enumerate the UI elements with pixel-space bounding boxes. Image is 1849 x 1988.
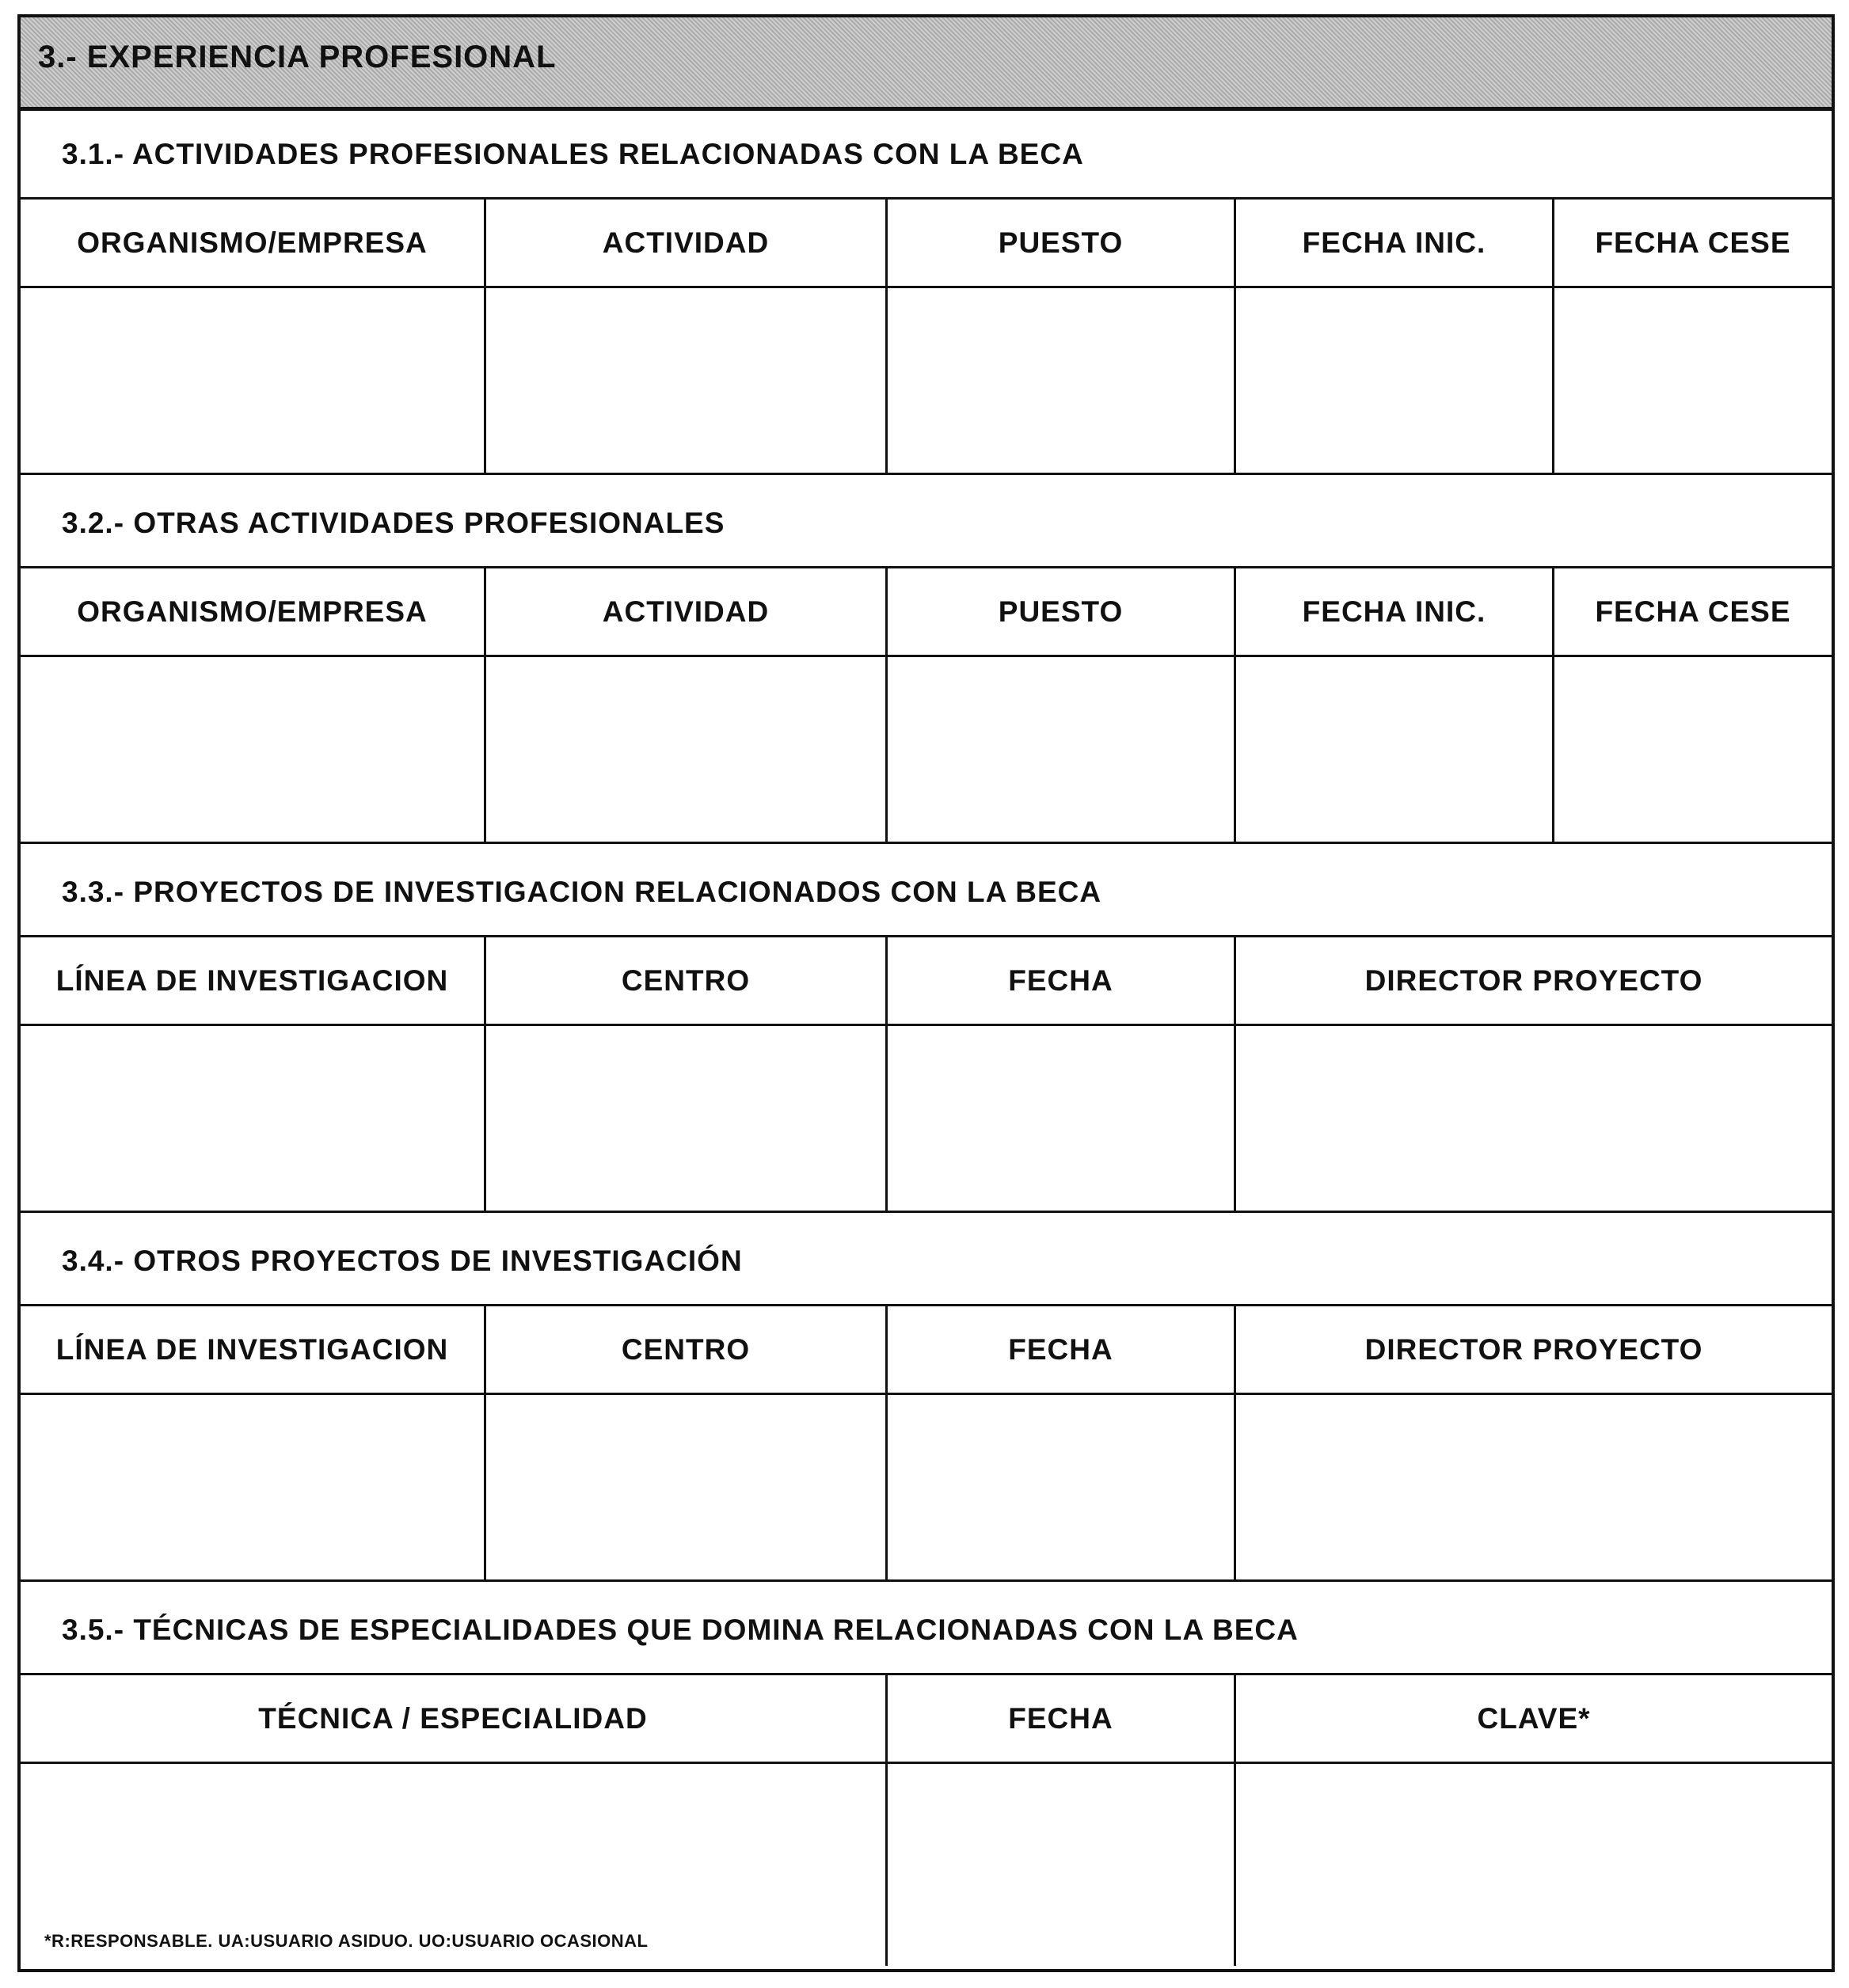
column-header: FECHA [888, 1675, 1236, 1764]
column-header: CLAVE* [1236, 1675, 1832, 1764]
entry-cell-centro[interactable] [486, 1026, 888, 1213]
section-title: 3.3.- PROYECTOS DE INVESTIGACION RELACIONADOS CON LA BECA [21, 849, 1832, 937]
entry-cell-actividad[interactable] [486, 657, 888, 844]
column-header: CENTRO [486, 1306, 888, 1395]
section-3-2 [21, 480, 1832, 844]
entry-cell-clave[interactable] [1236, 1764, 1832, 1966]
entry-cell-tecnica[interactable] [21, 1764, 888, 1966]
column-header: FECHA INIC. [1236, 568, 1554, 657]
table [21, 568, 1832, 844]
column-header: PUESTO [888, 568, 1236, 657]
section-3-4 [21, 1218, 1832, 1582]
entry-cell-fecha-cese[interactable] [1554, 288, 1832, 475]
entry-cell-linea[interactable] [21, 1026, 486, 1213]
column-header: LÍNEA DE INVESTIGACION [21, 937, 486, 1026]
column-header: PUESTO [888, 200, 1236, 288]
column-header: DIRECTOR PROYECTO [1236, 937, 1832, 1026]
entry-cell-fecha[interactable] [888, 1764, 1236, 1966]
entry-cell-actividad[interactable] [486, 288, 888, 475]
column-header: FECHA INIC. [1236, 200, 1554, 288]
column-header: ORGANISMO/EMPRESA [21, 200, 486, 288]
section-3-1 [21, 111, 1832, 475]
form-sheet [17, 14, 1835, 1972]
entry-cell-fecha[interactable] [888, 1026, 1236, 1213]
column-header: DIRECTOR PROYECTO [1236, 1306, 1832, 1395]
column-header: CENTRO [486, 937, 888, 1026]
entry-cell-centro[interactable] [486, 1395, 888, 1582]
section-title: 3.4.- OTROS PROYECTOS DE INVESTIGACIÓN [21, 1218, 1832, 1306]
entry-cell-puesto[interactable] [888, 657, 1236, 844]
entry-cell-fecha-cese[interactable] [1554, 657, 1832, 844]
table [21, 1306, 1832, 1582]
entry-cell-linea[interactable] [21, 1395, 486, 1582]
entry-cell-fecha-inic[interactable] [1236, 657, 1554, 844]
section-3-5 [21, 1587, 1832, 1966]
entry-cell-organismo[interactable] [21, 288, 486, 475]
column-header: FECHA CESE [1554, 568, 1832, 657]
entry-cell-fecha-inic[interactable] [1236, 288, 1554, 475]
column-header: FECHA CESE [1554, 200, 1832, 288]
section-title: 3.1.- ACTIVIDADES PROFESIONALES RELACIONADAS CON LA BECA [21, 111, 1832, 200]
table-body [21, 1764, 1832, 1966]
table [21, 1675, 1832, 1764]
table [21, 200, 1832, 475]
footnote: *R:RESPONSABLE. UA:USUARIO ASIDUO. UO:USUARIO OCASIONAL [44, 1931, 649, 1951]
entry-cell-puesto[interactable] [888, 288, 1236, 475]
section-banner [21, 17, 1832, 111]
table [21, 937, 1832, 1213]
section-title: 3.2.- OTRAS ACTIVIDADES PROFESIONALES [21, 480, 1832, 568]
entry-cell-fecha[interactable] [888, 1395, 1236, 1582]
section-title: 3.5.- TÉCNICAS DE ESPECIALIDADES QUE DOMINA RELACIONADAS CON LA BECA [21, 1587, 1832, 1675]
column-header: TÉCNICA / ESPECIALIDAD [21, 1675, 888, 1764]
entry-cell-director[interactable] [1236, 1395, 1832, 1582]
column-header: FECHA [888, 937, 1236, 1026]
form-title: 3.- EXPERIENCIA PROFESIONAL [38, 40, 557, 74]
column-header: FECHA [888, 1306, 1236, 1395]
column-header: LÍNEA DE INVESTIGACION [21, 1306, 486, 1395]
section-3-3 [21, 849, 1832, 1213]
column-header: ACTIVIDAD [486, 568, 888, 657]
column-header: ACTIVIDAD [486, 200, 888, 288]
entry-cell-director[interactable] [1236, 1026, 1832, 1213]
column-header: ORGANISMO/EMPRESA [21, 568, 486, 657]
entry-cell-organismo[interactable] [21, 657, 486, 844]
